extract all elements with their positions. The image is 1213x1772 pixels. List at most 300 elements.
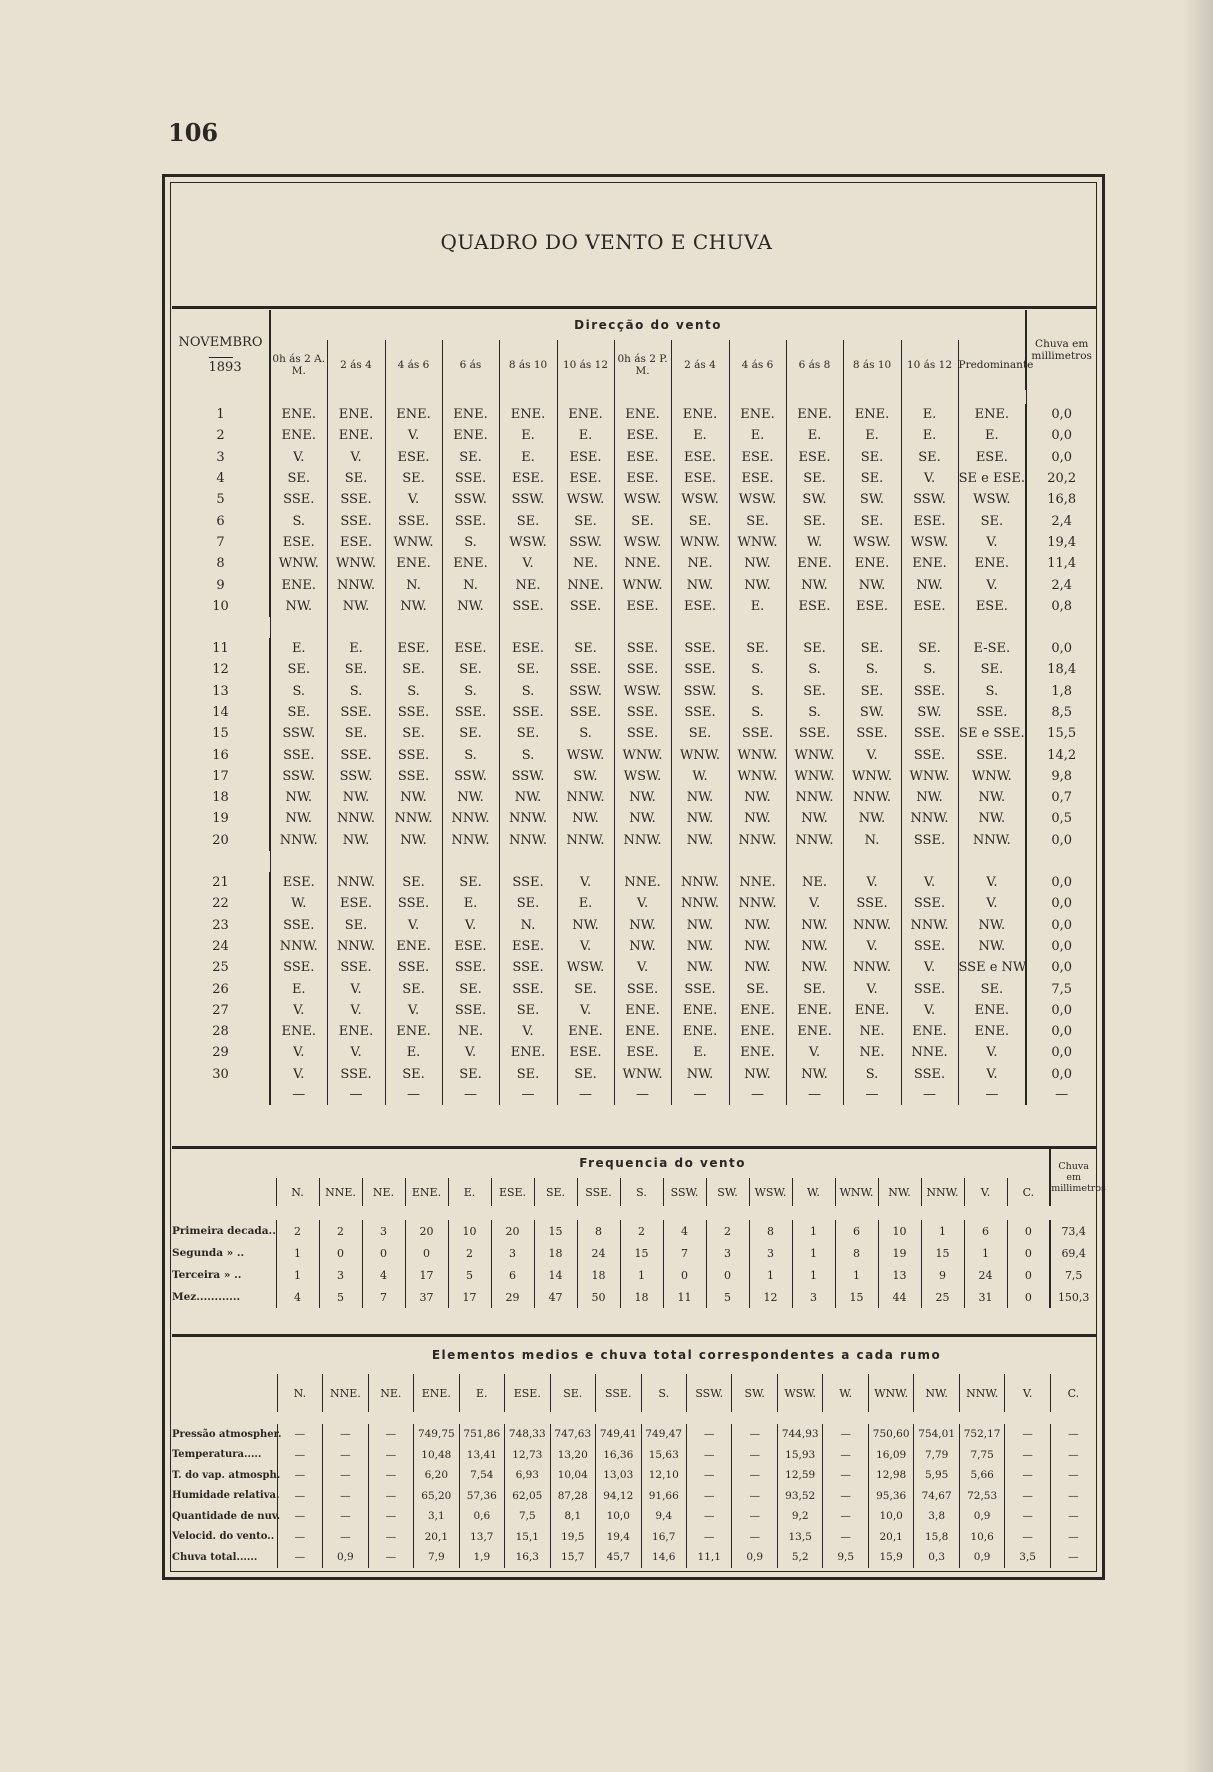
direction-cell: E. xyxy=(958,425,1026,446)
direction-cell: V. xyxy=(958,1042,1026,1063)
direction-cell: SE. xyxy=(843,447,901,468)
frequency-cell: 2 xyxy=(276,1220,319,1242)
direction-cell: SE. xyxy=(671,723,729,744)
direction-cell: E. xyxy=(270,638,327,659)
direction-cell: SE. xyxy=(729,978,786,999)
value-cell: 10,0 xyxy=(868,1506,913,1527)
direction-cell: N. xyxy=(499,915,557,936)
dash-cell: — xyxy=(499,1085,557,1105)
direction-cell: NW. xyxy=(729,957,786,978)
frequency-cell: 3 xyxy=(749,1242,792,1264)
value-cell: — xyxy=(277,1506,322,1527)
day-cell: 4 xyxy=(172,468,270,489)
row-label: Humidade relativa. xyxy=(172,1490,280,1502)
table-row xyxy=(172,808,1096,829)
value-cell: — xyxy=(1005,1527,1050,1548)
frequency-cell: 6 xyxy=(964,1220,1007,1242)
direction-cell: ENE. xyxy=(557,1021,614,1042)
value-cell: — xyxy=(686,1424,731,1445)
day-cell: 21 xyxy=(172,872,270,893)
day-cell: 28 xyxy=(172,1021,270,1042)
direction-cell: NNW. xyxy=(786,830,843,851)
direction-cell: ESE. xyxy=(843,596,901,617)
column-header: SE. xyxy=(534,1178,577,1206)
direction-cell: NW. xyxy=(442,787,499,808)
direction-cell: WSW. xyxy=(499,532,557,553)
frequency-cell: 8 xyxy=(835,1242,878,1264)
table-row xyxy=(172,1064,1096,1085)
table-row xyxy=(172,744,1096,765)
direction-cell: NW. xyxy=(729,936,786,957)
column-header: 6 ás 8 xyxy=(786,340,843,390)
direction-cell: S. xyxy=(786,702,843,723)
value-cell: 13,5 xyxy=(777,1527,822,1548)
direction-cell: SE. xyxy=(442,723,499,744)
value-cell: — xyxy=(1005,1424,1050,1445)
direction-cell: NW. xyxy=(671,830,729,851)
column-header: V. xyxy=(1005,1374,1050,1412)
direction-cell: S. xyxy=(557,723,614,744)
direction-cell: E. xyxy=(385,1042,442,1063)
value-cell: — xyxy=(686,1465,731,1486)
direction-cell: SE. xyxy=(499,510,557,531)
frequency-cell: 18 xyxy=(620,1286,663,1308)
direction-cell: ESE. xyxy=(385,447,442,468)
rain-cell: 150,3 xyxy=(1050,1286,1096,1308)
table-row xyxy=(172,723,1096,744)
direction-cell: SSE. xyxy=(442,702,499,723)
direction-cell: SE. xyxy=(442,659,499,680)
direction-cell: NNE. xyxy=(614,872,671,893)
value-cell: 749,75 xyxy=(414,1424,459,1445)
direction-cell: NNW. xyxy=(557,830,614,851)
value-cell: — xyxy=(277,1445,322,1466)
frequency-cell: 3 xyxy=(319,1264,362,1286)
direction-cell: SSE. xyxy=(614,978,671,999)
year-label: 1893 xyxy=(209,357,233,378)
frequency-cell: 0 xyxy=(362,1242,405,1264)
dash-cell: — xyxy=(958,1085,1026,1105)
direction-cell: SSE. xyxy=(614,702,671,723)
row-label: T. do vap. atmosph. xyxy=(172,1469,281,1481)
direction-cell: SE. xyxy=(671,510,729,531)
day-cell: 3 xyxy=(172,447,270,468)
direction-cell: E. xyxy=(499,447,557,468)
direction-cell: SE. xyxy=(385,1064,442,1085)
value-cell: 0,9 xyxy=(959,1547,1004,1568)
column-header: ESE. xyxy=(505,1374,550,1412)
direction-cell: SE. xyxy=(442,1064,499,1085)
direction-cell: S. xyxy=(729,659,786,680)
direction-cell: V. xyxy=(786,893,843,914)
table-row xyxy=(172,553,1096,574)
direction-cell: S. xyxy=(786,659,843,680)
direction-cell: E. xyxy=(729,425,786,446)
value-cell: 11,1 xyxy=(686,1547,731,1568)
frequency-cell: 11 xyxy=(663,1286,706,1308)
value-cell: 3,1 xyxy=(414,1506,459,1527)
direction-cell: V. xyxy=(499,553,557,574)
direction-cell: SSE. xyxy=(614,638,671,659)
direction-cell: ESE. xyxy=(901,510,958,531)
direction-cell: ESE. xyxy=(958,596,1026,617)
value-cell: — xyxy=(686,1527,731,1548)
table-row xyxy=(172,957,1096,978)
table-row xyxy=(172,830,1096,851)
column-header: 0h ás 2 P. M. xyxy=(614,340,671,390)
day-cell: 19 xyxy=(172,808,270,829)
direction-cell: SSE. xyxy=(327,702,385,723)
direction-cell: V. xyxy=(270,1064,327,1085)
value-cell: 744,93 xyxy=(777,1424,822,1445)
direction-cell: NW. xyxy=(671,957,729,978)
direction-cell: ESE. xyxy=(614,1042,671,1063)
direction-cell: ENE. xyxy=(385,404,442,425)
value-cell: — xyxy=(823,1424,868,1445)
table-row xyxy=(172,1445,1096,1466)
direction-cell: NNW. xyxy=(958,830,1026,851)
direction-cell: ESE. xyxy=(786,447,843,468)
direction-cell: WNW. xyxy=(843,766,901,787)
page-edge-shadow xyxy=(1183,0,1213,1772)
frequency-cell: 0 xyxy=(1007,1264,1050,1286)
direction-cell: ENE. xyxy=(901,553,958,574)
direction-cell: E. xyxy=(671,425,729,446)
column-header: V. xyxy=(964,1178,1007,1206)
table-row xyxy=(172,1220,1096,1242)
direction-cell: ENE. xyxy=(671,1000,729,1021)
direction-cell: V. xyxy=(442,915,499,936)
direction-cell: NNE. xyxy=(901,1042,958,1063)
direction-cell: ENE. xyxy=(843,404,901,425)
direction-cell: S. xyxy=(442,681,499,702)
direction-cell: V. xyxy=(958,574,1026,595)
direction-cell: SSE. xyxy=(327,510,385,531)
direction-cell: S. xyxy=(442,532,499,553)
value-cell: 15,7 xyxy=(550,1547,595,1568)
value-cell: 3,5 xyxy=(1005,1547,1050,1568)
column-header: N. xyxy=(276,1178,319,1206)
direction-cell: SSW. xyxy=(671,681,729,702)
direction-cell: SE. xyxy=(327,468,385,489)
direction-cell: SSE. xyxy=(385,957,442,978)
direction-cell: NW. xyxy=(270,787,327,808)
direction-cell: WNW. xyxy=(901,766,958,787)
column-header: SSE. xyxy=(577,1178,620,1206)
direction-cell: NW. xyxy=(729,787,786,808)
column-header: 8 ás 10 xyxy=(843,340,901,390)
value-cell: 0,9 xyxy=(959,1506,1004,1527)
direction-cell: E. xyxy=(499,425,557,446)
direction-cell: V. xyxy=(270,447,327,468)
direction-cell: ENE. xyxy=(786,1021,843,1042)
wind-direction-table xyxy=(172,310,1096,1105)
direction-cell: SE. xyxy=(385,723,442,744)
direction-cell: V. xyxy=(327,447,385,468)
value-cell: 0,3 xyxy=(914,1547,959,1568)
column-header: SE. xyxy=(550,1374,595,1412)
direction-cell: WSW. xyxy=(557,957,614,978)
direction-cell: NNW. xyxy=(327,872,385,893)
direction-cell: SE. xyxy=(901,447,958,468)
direction-cell: SE. xyxy=(270,659,327,680)
direction-cell: E. xyxy=(442,893,499,914)
column-header: S. xyxy=(620,1178,663,1206)
direction-cell: NNW. xyxy=(385,808,442,829)
value-cell: 10,48 xyxy=(414,1445,459,1466)
direction-cell: SSE. xyxy=(270,957,327,978)
direction-cell: NW. xyxy=(786,808,843,829)
value-cell: 15,9 xyxy=(868,1547,913,1568)
direction-cell: WNW. xyxy=(671,532,729,553)
frequency-cell: 13 xyxy=(878,1264,921,1286)
value-cell: 95,36 xyxy=(868,1486,913,1507)
direction-cell: NW. xyxy=(671,787,729,808)
column-header: E. xyxy=(459,1374,504,1412)
direction-cell: NW. xyxy=(270,808,327,829)
direction-cell: W. xyxy=(270,893,327,914)
direction-cell: ESE. xyxy=(614,596,671,617)
frequency-cell: 5 xyxy=(706,1286,749,1308)
direction-cell: NW. xyxy=(270,596,327,617)
direction-cell: NW. xyxy=(327,596,385,617)
value-cell: 16,09 xyxy=(868,1445,913,1466)
direction-cell: SSE. xyxy=(901,744,958,765)
table-row xyxy=(172,1021,1096,1042)
value-cell: — xyxy=(368,1506,413,1527)
rain-cell: 0,0 xyxy=(1026,404,1096,425)
value-cell: 19,5 xyxy=(550,1527,595,1548)
value-cell: — xyxy=(732,1445,777,1466)
day-cell: 7 xyxy=(172,532,270,553)
direction-cell: SE. xyxy=(786,510,843,531)
direction-cell: SE. xyxy=(557,1064,614,1085)
direction-cell: NW. xyxy=(958,936,1026,957)
direction-cell: ESE. xyxy=(557,1042,614,1063)
direction-cell: ENE. xyxy=(614,1000,671,1021)
direction-cell: NNW. xyxy=(843,787,901,808)
direction-cell: V. xyxy=(557,936,614,957)
direction-cell: SSE. xyxy=(671,659,729,680)
direction-cell: V. xyxy=(901,468,958,489)
direction-cell: NNE. xyxy=(614,553,671,574)
direction-cell: S. xyxy=(843,1064,901,1085)
direction-cell: SSE. xyxy=(270,744,327,765)
dash-cell: — xyxy=(442,1085,499,1105)
direction-cell: S. xyxy=(729,681,786,702)
direction-cell: NW. xyxy=(786,936,843,957)
value-cell: 750,60 xyxy=(868,1424,913,1445)
value-cell: 10,0 xyxy=(596,1506,641,1527)
direction-cell: ESE. xyxy=(958,447,1026,468)
direction-cell: E. xyxy=(270,978,327,999)
column-header: C. xyxy=(1050,1374,1096,1412)
month-label: NOVEMBRO xyxy=(178,334,263,350)
direction-cell: SE. xyxy=(270,702,327,723)
frequency-cell: 4 xyxy=(663,1220,706,1242)
day-cell: 24 xyxy=(172,936,270,957)
direction-cell: ENE. xyxy=(270,1021,327,1042)
direction-cell: SE. xyxy=(557,978,614,999)
rain-cell: 19,4 xyxy=(1026,532,1096,553)
direction-cell: V. xyxy=(614,957,671,978)
direction-cell: ENE. xyxy=(499,404,557,425)
value-cell: — xyxy=(1050,1445,1096,1466)
column-header: Predominante xyxy=(958,340,1026,390)
frequency-cell: 37 xyxy=(405,1286,448,1308)
value-cell: — xyxy=(323,1445,368,1466)
frequency-cell: 3 xyxy=(491,1242,534,1264)
direction-cell: SSE. xyxy=(270,489,327,510)
direction-cell: SSE. xyxy=(614,659,671,680)
value-cell: 748,33 xyxy=(505,1424,550,1445)
direction-cell: NNE. xyxy=(557,574,614,595)
direction-cell: S. xyxy=(901,659,958,680)
direction-cell: WNW. xyxy=(671,744,729,765)
frequency-cell: 4 xyxy=(276,1286,319,1308)
direction-cell: SE. xyxy=(442,447,499,468)
value-cell: 57,36 xyxy=(459,1486,504,1507)
value-cell: 14,6 xyxy=(641,1547,686,1568)
direction-cell: WNW. xyxy=(614,574,671,595)
value-cell: 74,67 xyxy=(914,1486,959,1507)
direction-cell: SE. xyxy=(499,659,557,680)
direction-cell: NNW. xyxy=(901,808,958,829)
value-cell: — xyxy=(368,1465,413,1486)
day-cell: 6 xyxy=(172,510,270,531)
direction-cell: WNW. xyxy=(729,766,786,787)
row-label: Temperatura..... xyxy=(172,1449,262,1461)
direction-cell: NW. xyxy=(729,1064,786,1085)
direction-cell: SSW. xyxy=(499,489,557,510)
day-cell: 14 xyxy=(172,702,270,723)
value-cell: 10,04 xyxy=(550,1465,595,1486)
direction-cell: NNW. xyxy=(499,808,557,829)
direction-cell: NNW. xyxy=(614,830,671,851)
value-cell: — xyxy=(1050,1424,1096,1445)
value-cell: 7,9 xyxy=(414,1547,459,1568)
direction-cell: SSE. xyxy=(499,978,557,999)
direction-cell: V. xyxy=(442,1042,499,1063)
rain-cell: 73,4 xyxy=(1050,1220,1096,1242)
direction-cell: NW. xyxy=(786,1064,843,1085)
table-row xyxy=(172,1424,1096,1445)
direction-cell: SE. xyxy=(499,1064,557,1085)
frequency-cell: 0 xyxy=(1007,1242,1050,1264)
value-cell: 15,93 xyxy=(777,1445,822,1466)
value-cell: — xyxy=(277,1527,322,1548)
direction-cell: NW. xyxy=(729,808,786,829)
direction-cell: V. xyxy=(786,1042,843,1063)
frequency-cell: 5 xyxy=(448,1264,491,1286)
day-cell: 16 xyxy=(172,744,270,765)
value-cell: 16,3 xyxy=(505,1547,550,1568)
direction-cell: W. xyxy=(786,532,843,553)
direction-cell: SSW. xyxy=(270,723,327,744)
direction-cell: SSE. xyxy=(385,893,442,914)
frequency-cell: 8 xyxy=(577,1220,620,1242)
direction-cell: SE. xyxy=(442,978,499,999)
row-label: Velocid. do vento.. xyxy=(172,1531,275,1543)
value-cell: — xyxy=(1050,1486,1096,1507)
value-cell: — xyxy=(686,1445,731,1466)
direction-cell: V. xyxy=(901,872,958,893)
direction-cell: ENE. xyxy=(385,553,442,574)
direction-cell: SSE. xyxy=(901,893,958,914)
column-header: 10 ás 12 xyxy=(557,340,614,390)
rain-cell: 0,0 xyxy=(1026,957,1096,978)
direction-cell: ENE. xyxy=(442,425,499,446)
rain-cell: 2,4 xyxy=(1026,510,1096,531)
value-cell: — xyxy=(368,1424,413,1445)
frequency-cell: 0 xyxy=(1007,1286,1050,1308)
direction-cell: ESE. xyxy=(499,638,557,659)
direction-cell: NW. xyxy=(958,787,1026,808)
value-cell: 20,1 xyxy=(868,1527,913,1548)
direction-cell: SSE. xyxy=(557,702,614,723)
direction-cell: ENE. xyxy=(385,1021,442,1042)
direction-cell: V. xyxy=(843,744,901,765)
frequency-cell: 25 xyxy=(921,1286,964,1308)
direction-cell: NW. xyxy=(671,808,729,829)
direction-cell: V. xyxy=(557,1000,614,1021)
value-cell: — xyxy=(1005,1465,1050,1486)
direction-cell: WSW. xyxy=(614,766,671,787)
direction-cell: NW. xyxy=(385,596,442,617)
row-label: Chuva total...... xyxy=(172,1551,258,1563)
frequency-cell: 14 xyxy=(534,1264,577,1286)
direction-cell: SSE. xyxy=(901,1064,958,1085)
value-cell: — xyxy=(686,1506,731,1527)
frequency-cell: 2 xyxy=(448,1242,491,1264)
mean-elements-table xyxy=(172,1336,1096,1568)
value-cell: — xyxy=(277,1424,322,1445)
direction-cell: SE. xyxy=(786,638,843,659)
direction-cell: SSE. xyxy=(901,936,958,957)
value-cell: 15,63 xyxy=(641,1445,686,1466)
value-cell: 65,20 xyxy=(414,1486,459,1507)
frequency-cell: 7 xyxy=(362,1286,405,1308)
direction-cell: SSW. xyxy=(901,489,958,510)
direction-cell: NW. xyxy=(958,808,1026,829)
dash-cell: — xyxy=(729,1085,786,1105)
page-title: QUADRO DO VENTO E CHUVA xyxy=(440,230,773,254)
direction-cell: V. xyxy=(901,957,958,978)
direction-cell: V. xyxy=(557,872,614,893)
column-header: SW. xyxy=(706,1178,749,1206)
direction-cell: ENE. xyxy=(729,404,786,425)
column-header: WSW. xyxy=(777,1374,822,1412)
frequency-cell: 6 xyxy=(491,1264,534,1286)
column-header: NE. xyxy=(368,1374,413,1412)
frequency-cell: 1 xyxy=(620,1264,663,1286)
direction-cell: SE. xyxy=(385,468,442,489)
direction-cell: WSW. xyxy=(729,489,786,510)
value-cell: 15,1 xyxy=(505,1527,550,1548)
direction-cell: ESE. xyxy=(385,638,442,659)
direction-cell: SE. xyxy=(385,659,442,680)
frequency-cell: 24 xyxy=(577,1242,620,1264)
direction-cell: NW. xyxy=(557,915,614,936)
column-header: 4 ás 6 xyxy=(385,340,442,390)
value-cell: 13,7 xyxy=(459,1527,504,1548)
value-cell: — xyxy=(323,1506,368,1527)
value-cell: 16,36 xyxy=(596,1445,641,1466)
direction-cell: SE e ESE. xyxy=(958,468,1026,489)
rain-cell: 0,0 xyxy=(1026,1042,1096,1063)
direction-cell: N. xyxy=(843,830,901,851)
column-header: 2 ás 4 xyxy=(327,340,385,390)
